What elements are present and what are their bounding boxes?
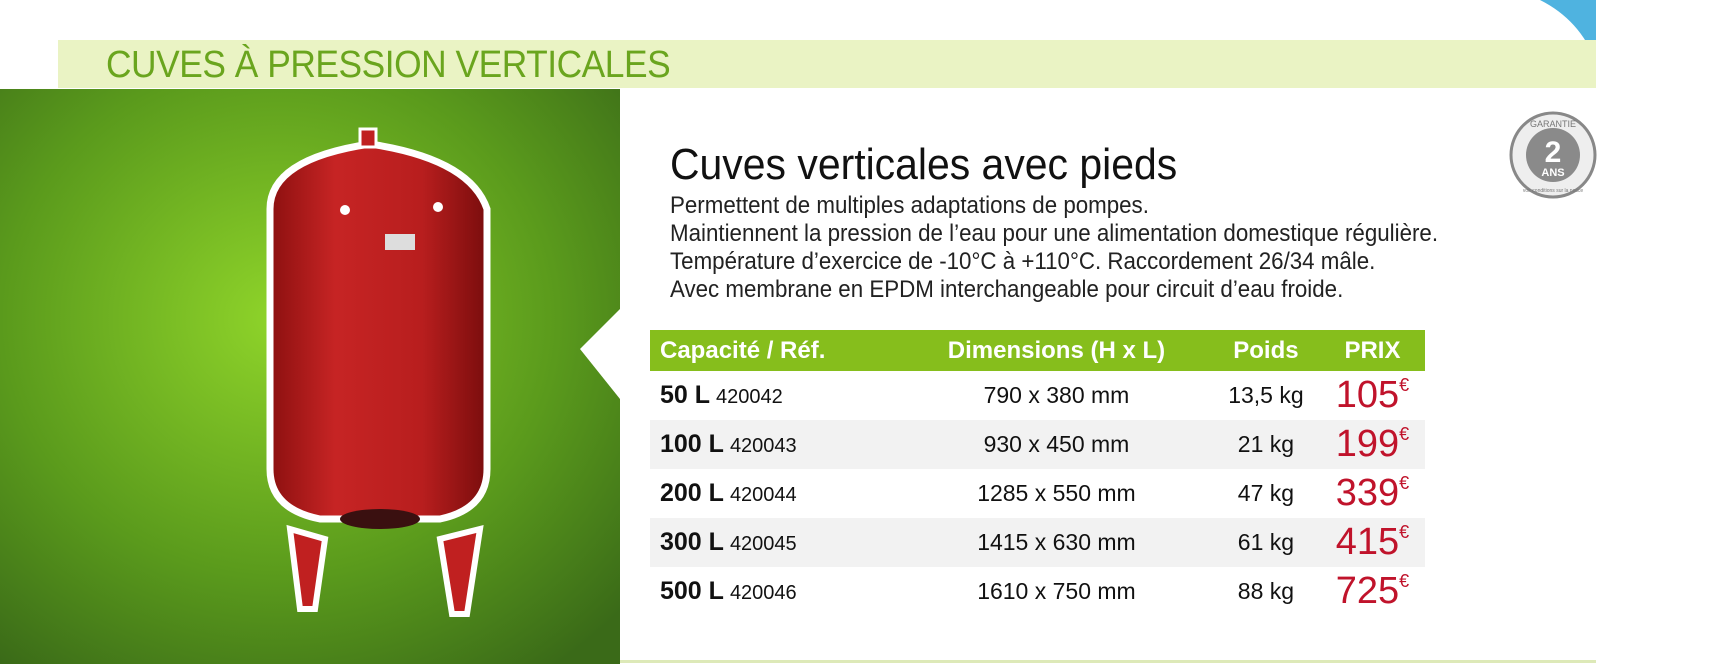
badge-bottom-text: voir conditions sur la notice [1522, 188, 1584, 194]
capacity: 50 L [660, 381, 711, 409]
capacity-cell [650, 371, 901, 420]
reference: 420042 [716, 386, 783, 408]
price-cell [1320, 567, 1425, 616]
col-dimensions: Dimensions (H x L) [901, 330, 1212, 371]
capacity-cell [650, 469, 901, 518]
currency: € [1399, 375, 1410, 395]
price: 415 [1335, 521, 1400, 563]
price-cell [1320, 469, 1425, 518]
warranty-badge [1508, 110, 1598, 200]
capacity: 500 L [660, 577, 724, 605]
product-description [670, 192, 1438, 304]
description-line: Avec membrane en EPDM interchangeable pour circuit d’eau froide. [670, 276, 1344, 303]
product-title: Cuves verticales avec pieds [670, 140, 1178, 189]
col-capacity: Capacité / Réf. [650, 330, 901, 371]
price: 725 [1335, 570, 1400, 612]
price-cell [1320, 371, 1425, 420]
section-title: CUVES À PRESSION VERTICALES [106, 44, 671, 86]
product-photo [0, 89, 620, 664]
table-row [650, 518, 1425, 567]
table-row [650, 371, 1425, 420]
description-line: Température d’exercice de -10°C à +110°C. Raccordement 26/34 mâle. [670, 248, 1376, 275]
weight-cell: 21 kg [1212, 420, 1320, 469]
price-table [650, 330, 1425, 616]
weight-cell: 47 kg [1237, 480, 1295, 506]
table-row [650, 420, 1425, 469]
dimensions-cell: 1285 x 550 mm [977, 480, 1136, 506]
price-cell [1320, 420, 1425, 469]
capacity-cell [650, 567, 901, 616]
price: 105 [1335, 374, 1400, 416]
description-line: Permettent de multiples adaptations de pompes. [670, 192, 1149, 219]
currency: € [1399, 522, 1410, 542]
weight-cell: 61 kg [1212, 518, 1320, 567]
capacity: 100 L [660, 430, 724, 458]
bottom-divider [620, 660, 1596, 663]
capacity: 200 L [660, 479, 724, 507]
price: 339 [1335, 472, 1400, 514]
currency: € [1399, 424, 1410, 444]
dimensions-cell: 1415 x 630 mm [901, 518, 1212, 567]
price: 199 [1335, 423, 1400, 465]
description-line: Maintiennent la pression de l’eau pour une alimentation domestique régulière. [670, 220, 1439, 247]
reference: 420044 [729, 484, 797, 506]
currency: € [1399, 571, 1410, 591]
capacity: 300 L [660, 528, 724, 556]
capacity-cell [650, 518, 901, 567]
weight-cell: 13,5 kg [1228, 382, 1304, 408]
capacity-cell [650, 420, 901, 469]
badge-unit: ANS [1541, 167, 1565, 179]
table-row [650, 469, 1425, 518]
table-row [650, 567, 1425, 616]
section-header [58, 40, 1596, 88]
price-cell [1320, 518, 1425, 567]
dimensions-cell: 790 x 380 mm [983, 382, 1130, 408]
badge-number: 2 [1544, 136, 1562, 169]
col-price: PRIX [1320, 330, 1425, 371]
reference: 420046 [729, 582, 797, 604]
dimensions-cell: 930 x 450 mm [901, 420, 1212, 469]
badge-top-text: GARANTIE [1529, 119, 1577, 129]
currency: € [1399, 473, 1410, 493]
reference: 420045 [729, 533, 797, 555]
reference: 420043 [729, 435, 797, 457]
weight-cell: 88 kg [1237, 578, 1295, 604]
dimensions-cell: 1610 x 750 mm [977, 578, 1136, 604]
col-weight: Poids [1212, 330, 1320, 371]
